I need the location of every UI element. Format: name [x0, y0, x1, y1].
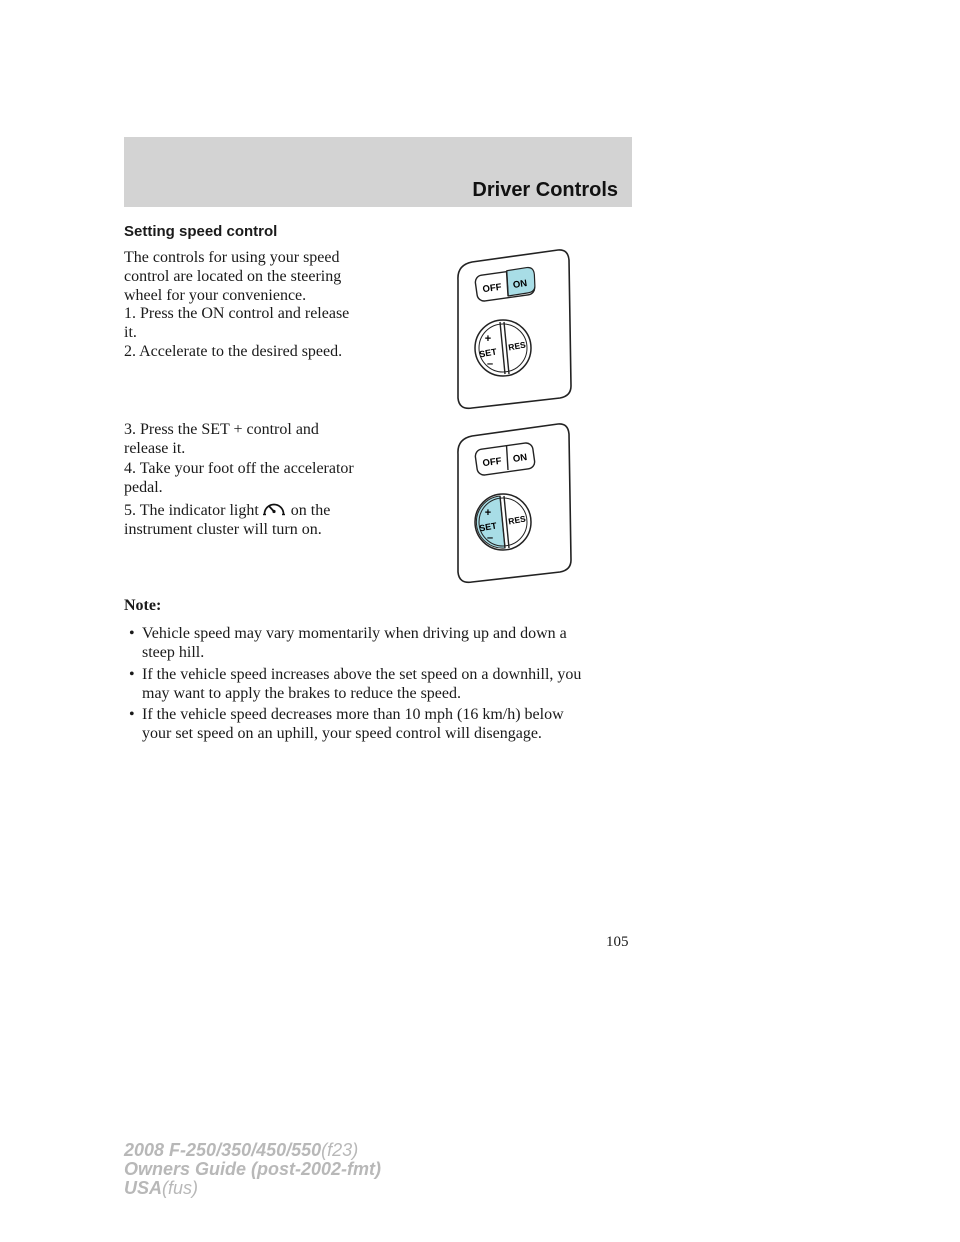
list-item: • Vehicle speed may vary momentarily when driving up and down a steep hill. — [129, 625, 567, 661]
on-label: ON — [512, 452, 528, 465]
set-res-switch — [475, 320, 531, 376]
off-label: OFF — [481, 281, 503, 296]
step-2: 2. Accelerate to the desired speed. — [124, 343, 343, 360]
list-item: • If the vehicle speed decreases more than 10 mph (16 km/h) below your set speed on an uphill, your speed control will disengage. — [129, 706, 564, 742]
section-heading: Setting speed control — [124, 223, 278, 240]
note-label: Note: — [124, 597, 162, 614]
header-band — [124, 137, 632, 207]
set-res-switch — [475, 494, 531, 550]
plus-label: + — [484, 333, 492, 345]
res-label: RES — [507, 339, 527, 353]
plus-label: + — [484, 507, 492, 519]
set-label: SET — [478, 346, 498, 360]
speed-control-on-illustration — [450, 248, 576, 412]
minus-label: – — [486, 532, 494, 544]
bullet-dot: • — [129, 666, 135, 683]
section-title: Driver Controls — [472, 179, 618, 201]
list-item: • If the vehicle speed increases above the set speed on a downhill, you may want to apply the brakes to reduce the speed. — [129, 666, 582, 702]
off-label: OFF — [481, 455, 503, 470]
page-number: 105 — [606, 934, 629, 950]
bullet-dot: • — [129, 625, 135, 642]
set-label: SET — [478, 520, 498, 534]
bullet-dot: • — [129, 706, 135, 723]
footer: 2008 F-250/350/450/550(f23) Owners Guide (post-2002-fmt) USA(fus) — [124, 1140, 382, 1198]
on-label: ON — [512, 278, 528, 291]
res-label: RES — [507, 513, 527, 527]
speed-control-set-illustration — [450, 422, 576, 586]
minus-label: – — [486, 358, 494, 370]
